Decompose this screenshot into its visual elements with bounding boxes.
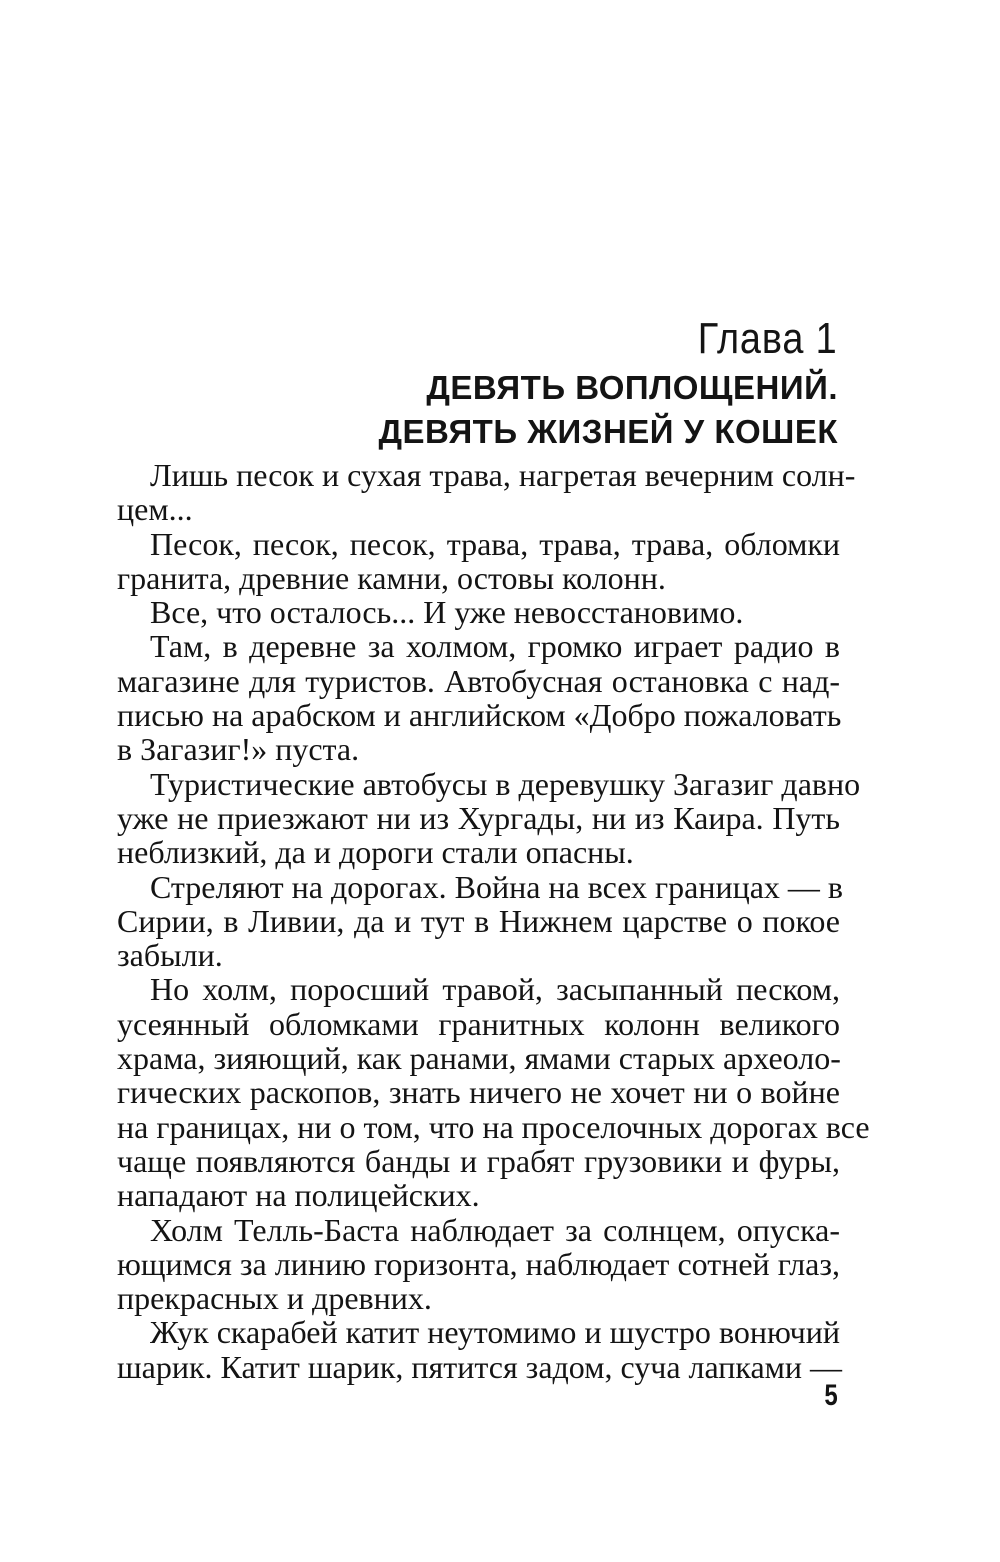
chapter-title	[378, 366, 838, 454]
text-line: Холм Телль-Баста наблюдает за солнцем, опуска-	[150, 1211, 840, 1248]
text-line: прекрасных и древних.	[117, 1280, 432, 1317]
text-line: Все, что осталось... И уже невосстановимо.	[150, 594, 744, 631]
chapter-title-line: ДЕВЯТЬ ЖИЗНЕЙ У КОШЕК	[378, 413, 838, 450]
text-line: Стреляют на дорогах. Война на всех границах — в	[150, 868, 844, 905]
text-line: цем...	[117, 491, 193, 528]
text-line: уже не приезжают ни из Хургады, ни из Каира. Путь	[117, 799, 840, 836]
text-line: нападают на полицейских.	[117, 1177, 480, 1214]
text-line: Туристические автобусы в деревушку Загазиг давно	[150, 765, 861, 802]
page-number: 5	[824, 1379, 838, 1412]
body-text	[117, 457, 870, 1385]
chapter-title-line: ДЕВЯТЬ ВОПЛОЩЕНИЙ.	[426, 369, 838, 406]
text-line: Сирии, в Ливии, да и тут в Нижнем царстве о покое	[117, 902, 840, 939]
text-line: магазине для туристов. Автобусная остановка с над-	[117, 662, 840, 699]
text-line: Лишь песок и сухая трава, нагретая вечерним солн-	[150, 457, 856, 493]
text-line: шарик. Катит шарик, пятится задом, суча лапками —	[117, 1348, 843, 1385]
text-line: писью на арабском и английском «Добро пожаловать	[117, 697, 842, 734]
text-line: забыли.	[117, 937, 223, 974]
text-line: ющимся за линию горизонта, наблюдает сотней глаз,	[117, 1245, 840, 1282]
text-line: Жук скарабей катит неутомимо и шустро вонючий	[150, 1314, 840, 1351]
text-line: в Загазиг!» пуста.	[117, 731, 360, 768]
text-line: усеянный обломками гранитных колонн великого	[117, 1005, 840, 1042]
text-line: Песок, песок, песок, трава, трава, трава, обломки	[150, 525, 840, 562]
chapter-label: Глава 1	[698, 314, 838, 363]
text-line: Там, в деревне за холмом, громко играет радио в	[150, 628, 840, 665]
text-line: на границах, ни о том, что на проселочных дорогах все	[117, 1108, 870, 1145]
text-line: Но холм, поросший травой, засыпанный песком,	[150, 971, 840, 1008]
text-line: чаще появляются банды и грабят грузовики и фуры,	[117, 1142, 840, 1179]
text-line: гических раскопов, знать ничего не хочет ни о войне	[117, 1074, 840, 1111]
text-line: неблизкий, да и дороги стали опасны.	[117, 834, 634, 871]
text-line: гранита, древние камни, остовы колонн.	[117, 559, 666, 596]
text-line: храма, зияющий, как ранами, ямами старых археоло-	[117, 1040, 841, 1077]
